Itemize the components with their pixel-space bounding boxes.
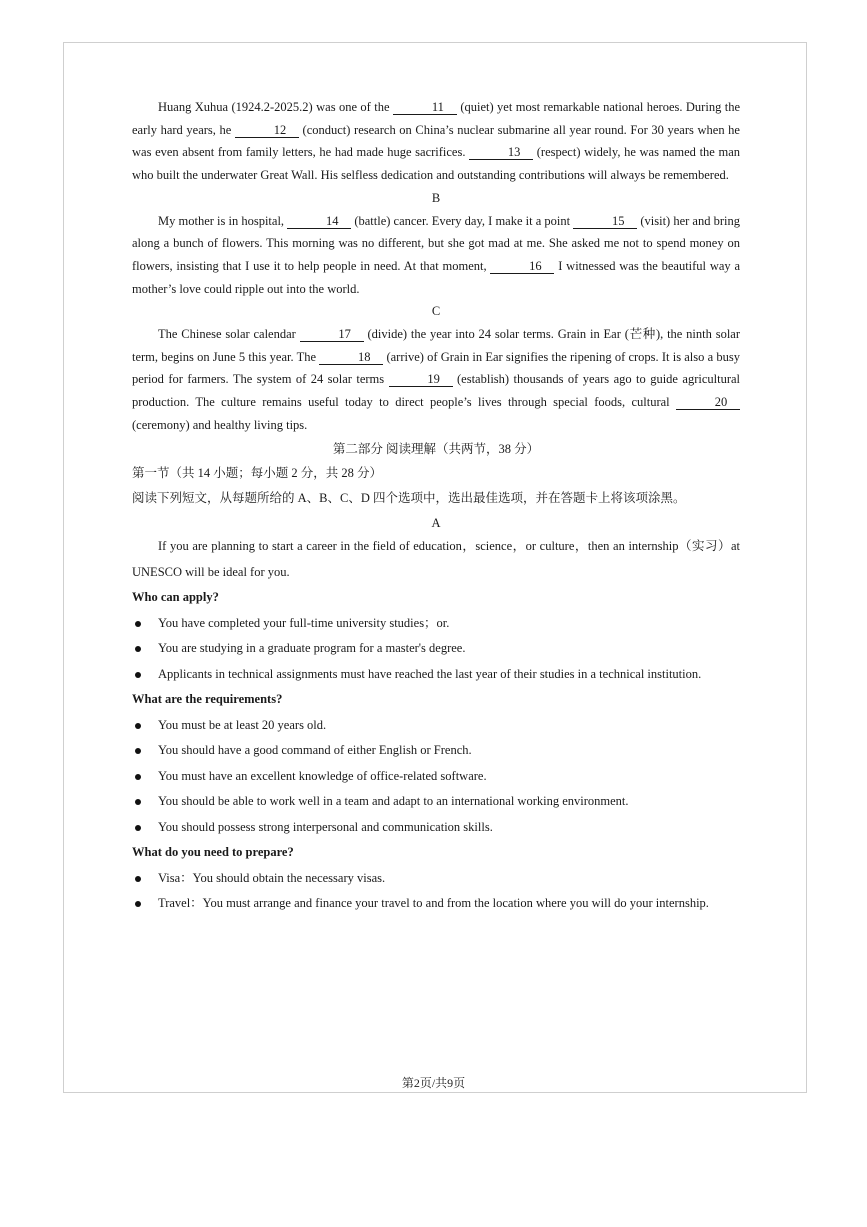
part-two-title: 第二部分 阅读理解（共两节，38 分） <box>332 441 540 456</box>
list-item: Travel：You must arrange and finance your travel to and from the location where you will do your internship. <box>132 891 740 917</box>
cloze-paragraph-a: Huang Xuhua (1924.2-2025.2) was one of the 11 (quiet) yet most remarkable national heroes. During the early hard years, he 12 (conduct) research on China’s nuclear submarine all year round. For 30 years when he was even absent from family letters, he had made huge sacrifices. 13 (respect) widely, he was named the man who built the underwater Great Wall. His selfless dedication and outstanding contributions will always be remembered. <box>132 100 740 183</box>
page-number: 第2页/共9页 <box>401 1076 466 1090</box>
reading-instruction: 阅读下列短文，从每题所给的 A、B、C、D 四个选项中，选出最佳选项，并在答题卡上将该项涂黑。 <box>132 491 686 506</box>
bullet-icon <box>135 774 141 780</box>
blank-20: 20 <box>676 395 740 410</box>
list-item: You are studying in a graduate program for a master's degree. <box>132 636 740 662</box>
cloze-paragraph-c: The Chinese solar calendar 17 (divide) the year into 24 solar terms. Grain in Ear (芒种), the ninth solar term, begins on June 5 this year. The 18 (arrive) of Grain in Ear signifies the ripening of crops. It is also a busy period for farmers. The system of 24 solar terms 19 (establish) thousands of years ago to guide agricultural production. The culture remains useful today to direct people’s lives through special foods, cultural 20(ceremony) and healthy living tips. <box>132 327 741 432</box>
prepare-heading: What do you need to prepare? <box>132 845 294 860</box>
bullet-icon <box>135 672 141 678</box>
blank-19: 19 <box>389 372 453 387</box>
blank-12: 12 <box>235 123 299 138</box>
prepare-list <box>132 866 740 917</box>
list-item: You have completed your full-time university studies；or. <box>132 611 740 637</box>
bullet-icon <box>135 901 141 907</box>
blank-18: 18 <box>319 350 383 365</box>
requirements-list <box>132 713 740 841</box>
cloze-paragraph-b: My mother is in hospital, 14 (battle) cancer. Every day, I make it a point 15 (visit) her and bring along a bunch of flowers. This morning was no different, but she got mad at me. She asked me not to spend money on flowers, insisting that I use it to help people in need. At that moment, 16 I witnessed was the beautiful way a mother’s love could ripple out into the world. <box>132 213 740 296</box>
blank-14: 14 <box>287 214 351 229</box>
list-item: Visa：You should obtain the necessary visas. <box>132 866 740 892</box>
bullet-icon <box>135 825 141 831</box>
passage-intro: If you are planning to start a career in the field of education，science，or culture，then an internship（实习）at UNESCO will be ideal for you. <box>132 539 740 579</box>
bullet-icon <box>135 876 141 882</box>
section-one-title: 第一节（共 14 小题；每小题 2 分，共 28 分） <box>132 465 383 480</box>
blank-15: 15 <box>573 214 637 229</box>
section-heading-c: C <box>431 304 441 319</box>
requirements-heading: What are the requirements? <box>132 692 283 707</box>
blank-16: 16 <box>490 259 554 274</box>
list-item: Applicants in technical assignments must have reached the last year of their studies in a technical institution. <box>132 662 740 688</box>
list-item: You should possess strong interpersonal and communication skills. <box>132 815 740 841</box>
list-item: You should have a good command of either English or French. <box>132 738 740 764</box>
list-item: You must be at least 20 years old. <box>132 713 740 739</box>
blank-11: 11 <box>393 100 457 115</box>
document-body <box>132 96 740 917</box>
list-item: You should be able to work well in a team and adapt to an international working environment. <box>132 789 740 815</box>
bullet-icon <box>135 748 141 754</box>
bullet-icon <box>135 723 141 729</box>
bullet-icon <box>135 646 141 652</box>
bullet-icon <box>135 799 141 805</box>
blank-17: 17 <box>300 327 364 342</box>
apply-list <box>132 611 740 688</box>
list-item: You must have an excellent knowledge of office-related software. <box>132 764 740 790</box>
passage-heading-a: A <box>431 515 441 530</box>
bullet-icon <box>135 621 141 627</box>
section-heading-b: B <box>431 190 441 205</box>
who-can-apply-heading: Who can apply? <box>132 590 219 605</box>
blank-13: 13 <box>469 145 533 160</box>
